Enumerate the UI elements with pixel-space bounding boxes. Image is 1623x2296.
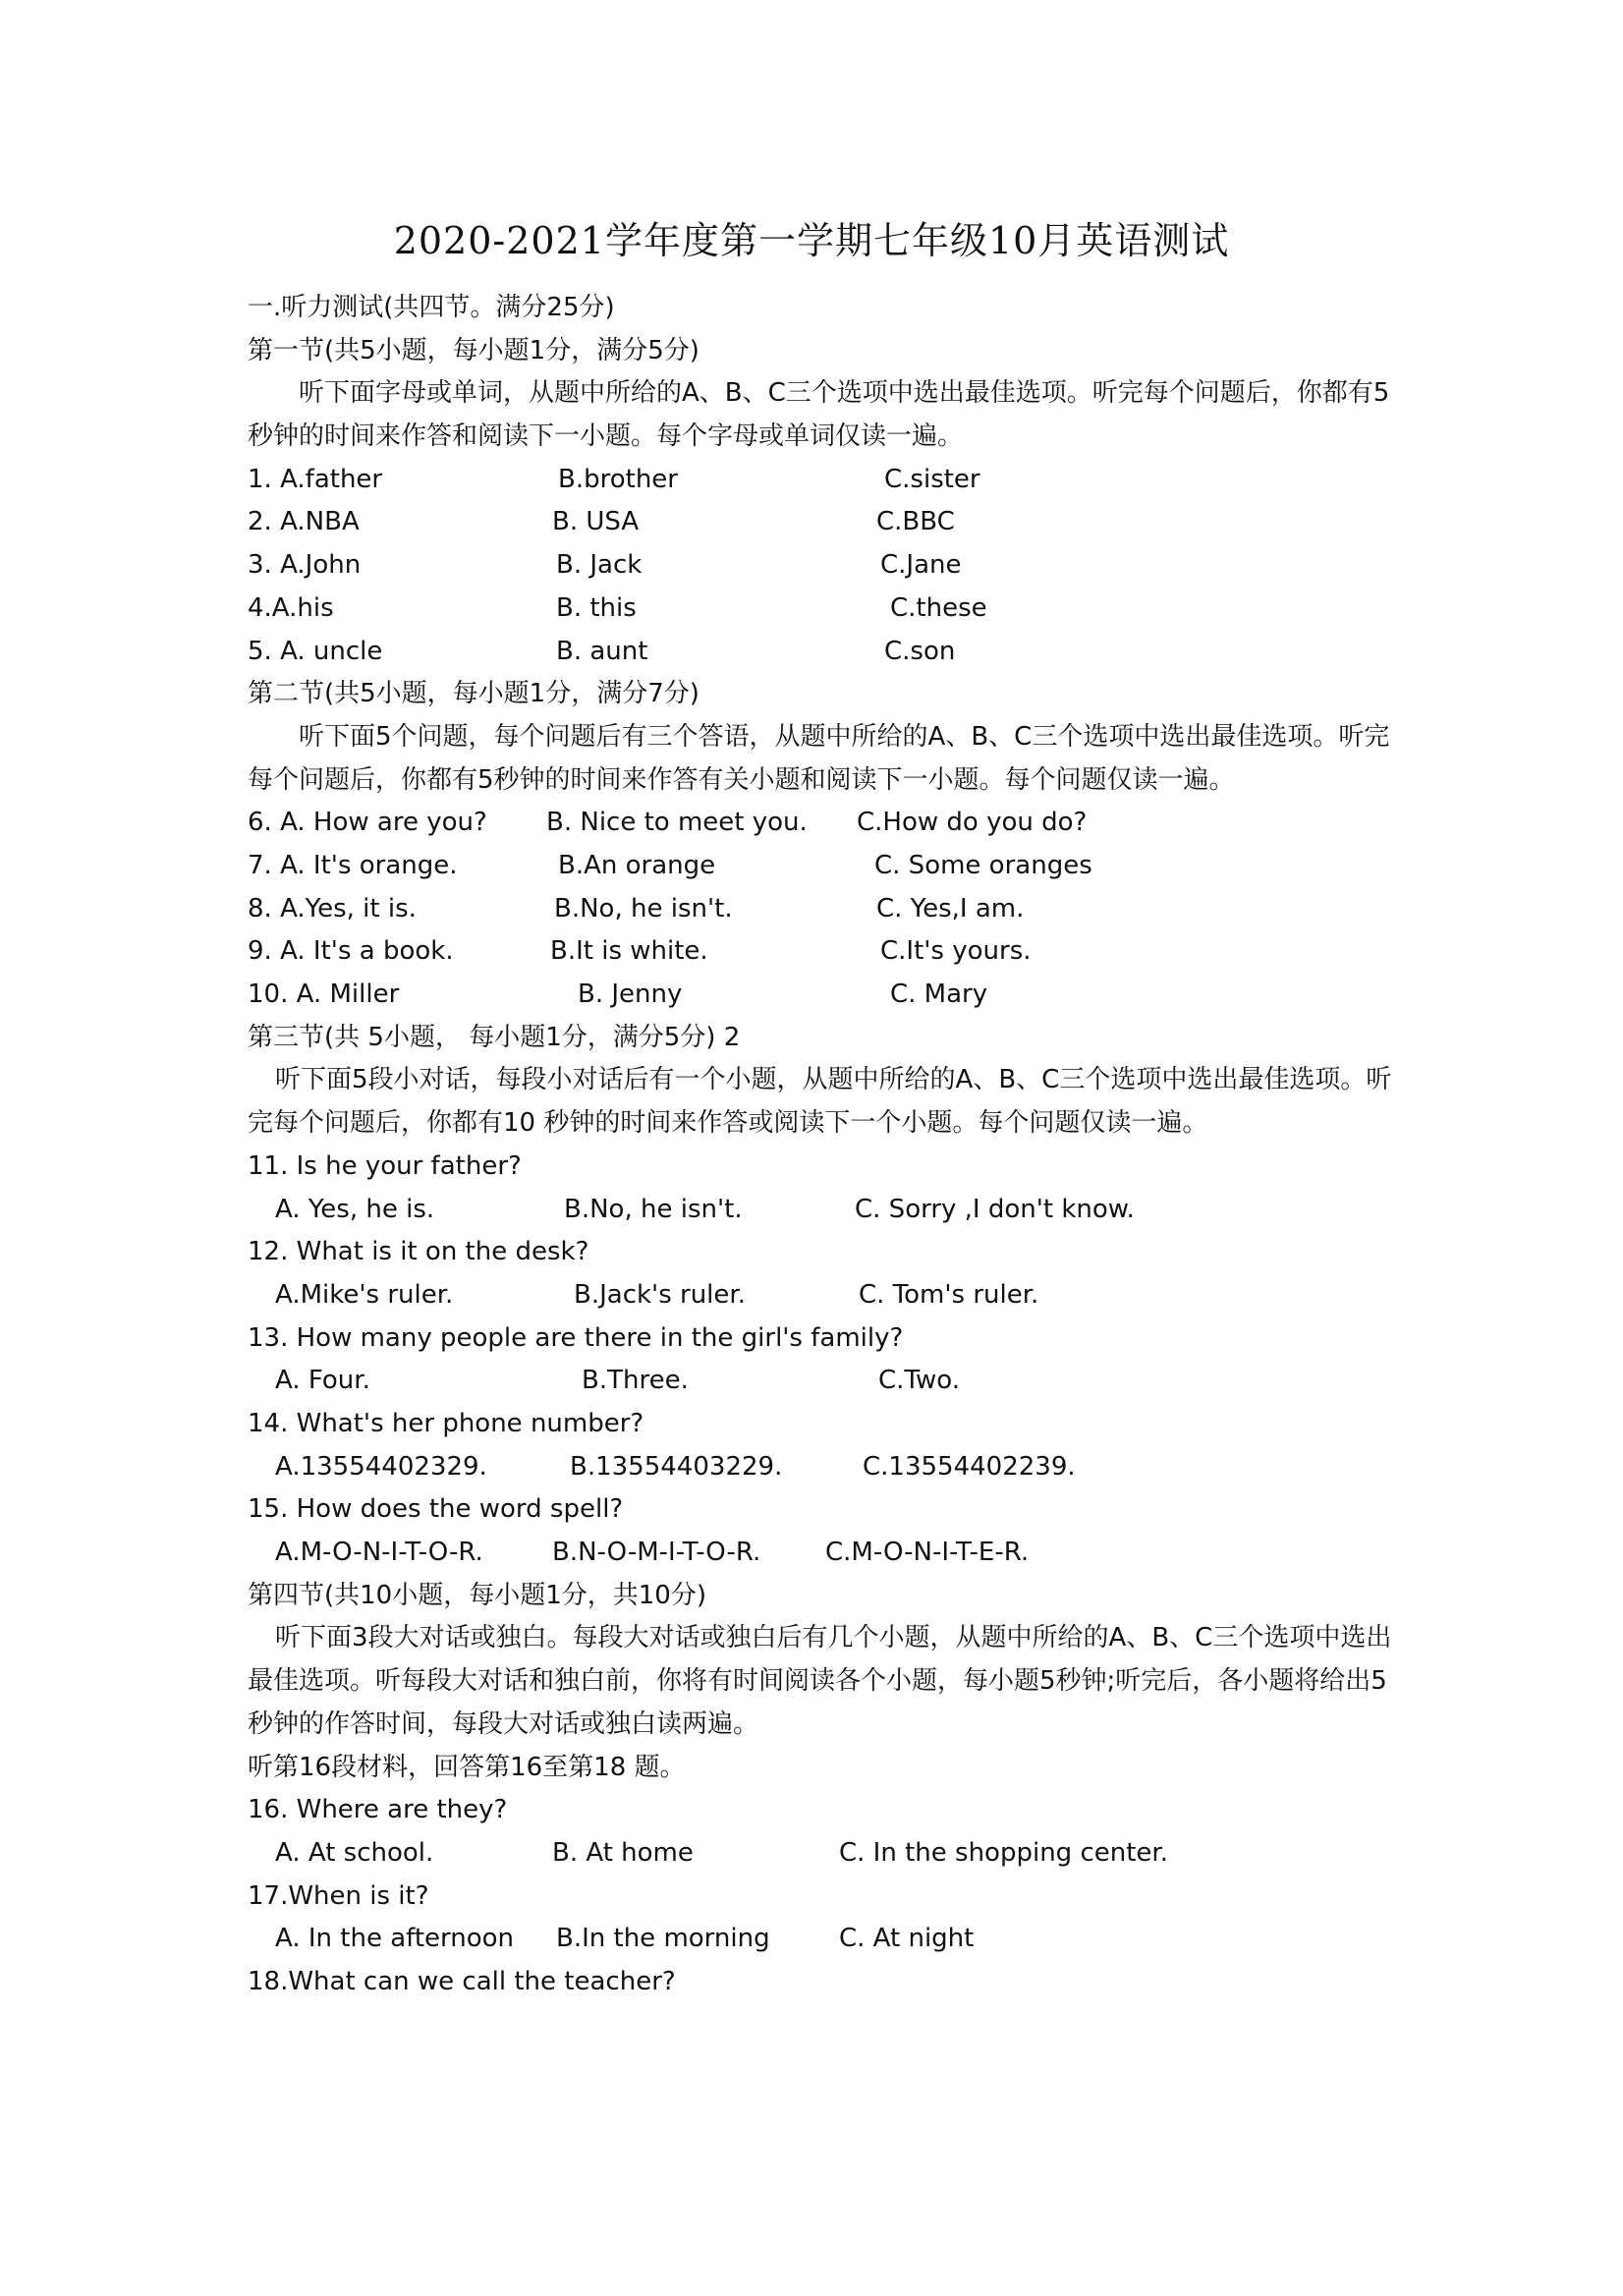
option-b: B. this xyxy=(556,592,637,623)
option-a: 3. A.John xyxy=(248,550,362,581)
option-a: A.13554402329. xyxy=(275,1451,487,1482)
option-b: B. aunt xyxy=(556,636,648,666)
exam-content xyxy=(248,287,1397,2004)
option-c: C. At night xyxy=(839,1924,975,1954)
question-stem: 11. Is he your father? xyxy=(248,1150,522,1181)
option-a: A.M-O-N-I-T-O-R. xyxy=(275,1538,483,1568)
option-a: 4.A.his xyxy=(248,592,334,623)
question-options xyxy=(248,1918,1397,1961)
option-c: C.Jane xyxy=(880,550,962,581)
option-a: 5. A. uncle xyxy=(248,636,383,666)
option-b: B. Jack xyxy=(556,550,643,581)
option-c: C. Mary xyxy=(890,980,988,1010)
option-c: C.BBC xyxy=(876,507,955,537)
material-note: 听第16段材料，回答第16至第18 题。 xyxy=(248,1752,686,1782)
option-a: 10. A. Miller xyxy=(248,980,400,1010)
question-options xyxy=(248,1832,1397,1876)
option-a: A. Four. xyxy=(275,1366,370,1396)
option-a: A. In the afternoon xyxy=(275,1924,515,1954)
option-a: A. At school. xyxy=(275,1837,434,1868)
option-b: B.brother xyxy=(558,464,678,494)
option-c: C.son xyxy=(884,636,956,666)
part1-heading: 一.听力测试(共四节。满分25分) xyxy=(248,293,615,322)
option-a: 7. A. It's orange. xyxy=(248,851,458,880)
option-c: C.Two. xyxy=(878,1366,960,1396)
question-row xyxy=(248,930,1397,974)
section4-heading: 第四节(共10小题，每小题1分，共10分) xyxy=(248,1580,706,1610)
option-c: C.these xyxy=(890,592,987,623)
option-b: B.N-O-M-I-T-O-R. xyxy=(552,1538,761,1568)
question-stem: 14. What's her phone number? xyxy=(248,1408,644,1438)
question-options xyxy=(248,1189,1397,1232)
question-row xyxy=(248,501,1397,544)
option-b: B.No, he isn't. xyxy=(564,1194,743,1224)
option-a: A. Yes, he is. xyxy=(275,1194,435,1224)
section4-instructions: 听下面3段大对话或独白。每段大对话或独白后有几个小题，从题中所给的A、B、C三个选项中选出最佳选项。听每段大对话和独白前，你将有时间阅读各个小题，每小题5秒钟;听完后，各小题将给出5秒钟的作答时间，每段大对话或独白读两遍。 xyxy=(248,1623,1392,1739)
question-options xyxy=(248,1360,1397,1403)
question-row xyxy=(248,544,1397,588)
question-options xyxy=(248,1532,1397,1575)
option-a: 6. A. How are you? xyxy=(248,808,487,838)
question-row xyxy=(248,888,1397,931)
section2-instructions: 听下面5个问题，每个问题后有三个答语，从题中所给的A、B、C三个选项中选出最佳选项。听完每个问题后，你都有5秒钟的时间来作答有关小题和阅读下一小题。每个问题仅读一遍。 xyxy=(248,721,1390,795)
option-a: 2. A.NBA xyxy=(248,507,360,537)
question-options xyxy=(248,1446,1397,1489)
option-a: A.Mike's ruler. xyxy=(275,1279,454,1310)
option-c: C. Some oranges xyxy=(874,851,1092,880)
option-c: C. In the shopping center. xyxy=(839,1837,1168,1868)
section1-heading: 第一节(共5小题，每小题1分，满分5分) xyxy=(248,335,700,365)
section3-heading: 第三节(共 5小题， 每小题1分，满分5分) 2 xyxy=(248,1022,741,1052)
question-options xyxy=(248,1274,1397,1317)
exam-title: 2020-2021学年度第一学期七年级10月英语测试 xyxy=(393,219,1230,262)
option-b: B.13554403229. xyxy=(570,1451,783,1482)
question-row xyxy=(248,459,1397,502)
option-b: B. Nice to meet you. xyxy=(546,808,808,838)
question-row xyxy=(248,631,1397,674)
option-c: C.sister xyxy=(884,464,980,494)
option-b: B. USA xyxy=(552,507,640,537)
question-stem: 13. How many people are there in the girl's family? xyxy=(248,1322,904,1353)
section3-instructions: 听下面5段小对话，每段小对话后有一个小题，从题中所给的A、B、C三个选项中选出最佳选项。听完每个问题后，你都有10 秒钟的时间来作答或阅读下一个小题。每个问题仅读一遍。 xyxy=(248,1065,1392,1139)
question-stem: 16. Where are they? xyxy=(248,1795,508,1825)
option-a: 8. A.Yes, it is. xyxy=(248,893,417,924)
question-stem: 17.When is it? xyxy=(248,1880,429,1911)
option-c: C. Sorry ,I don't know. xyxy=(855,1194,1135,1224)
option-c: C. Tom's ruler. xyxy=(859,1279,1039,1310)
option-c: C. Yes,I am. xyxy=(876,893,1025,924)
option-c: C.How do you do? xyxy=(857,808,1088,838)
option-c: C.M-O-N-I-T-E-R. xyxy=(825,1538,1030,1568)
option-b: B.Three. xyxy=(582,1366,689,1396)
question-row xyxy=(248,845,1397,888)
question-stem: 12. What is it on the desk? xyxy=(248,1237,589,1267)
question-stem: 18.What can we call the teacher? xyxy=(248,1966,676,1996)
question-row xyxy=(248,974,1397,1017)
option-b: B.Jack's ruler. xyxy=(574,1279,746,1310)
option-b: B. Jenny xyxy=(578,980,683,1010)
section2-heading: 第二节(共5小题，每小题1分，满分7分) xyxy=(248,679,700,709)
option-b: B. At home xyxy=(552,1837,694,1868)
option-a: 1. A.father xyxy=(248,464,383,494)
option-b: B.No, he isn't. xyxy=(554,893,733,924)
option-b: B.It is white. xyxy=(550,936,708,967)
question-stem: 15. How does the word spell? xyxy=(248,1494,624,1525)
option-b: B.An orange xyxy=(558,851,716,880)
question-row xyxy=(248,588,1397,631)
option-c: C.It's yours. xyxy=(880,936,1032,967)
question-row xyxy=(248,802,1397,845)
option-b: B.In the morning xyxy=(556,1924,770,1954)
section1-instructions: 听下面字母或单词，从题中所给的A、B、C三个选项中选出最佳选项。听完每个问题后，你都有5秒钟的时间来作答和阅读下一小题。每个字母或单词仅读一遍。 xyxy=(248,378,1390,452)
option-a: 9. A. It's a book. xyxy=(248,936,454,967)
option-c: C.13554402239. xyxy=(863,1451,1076,1482)
